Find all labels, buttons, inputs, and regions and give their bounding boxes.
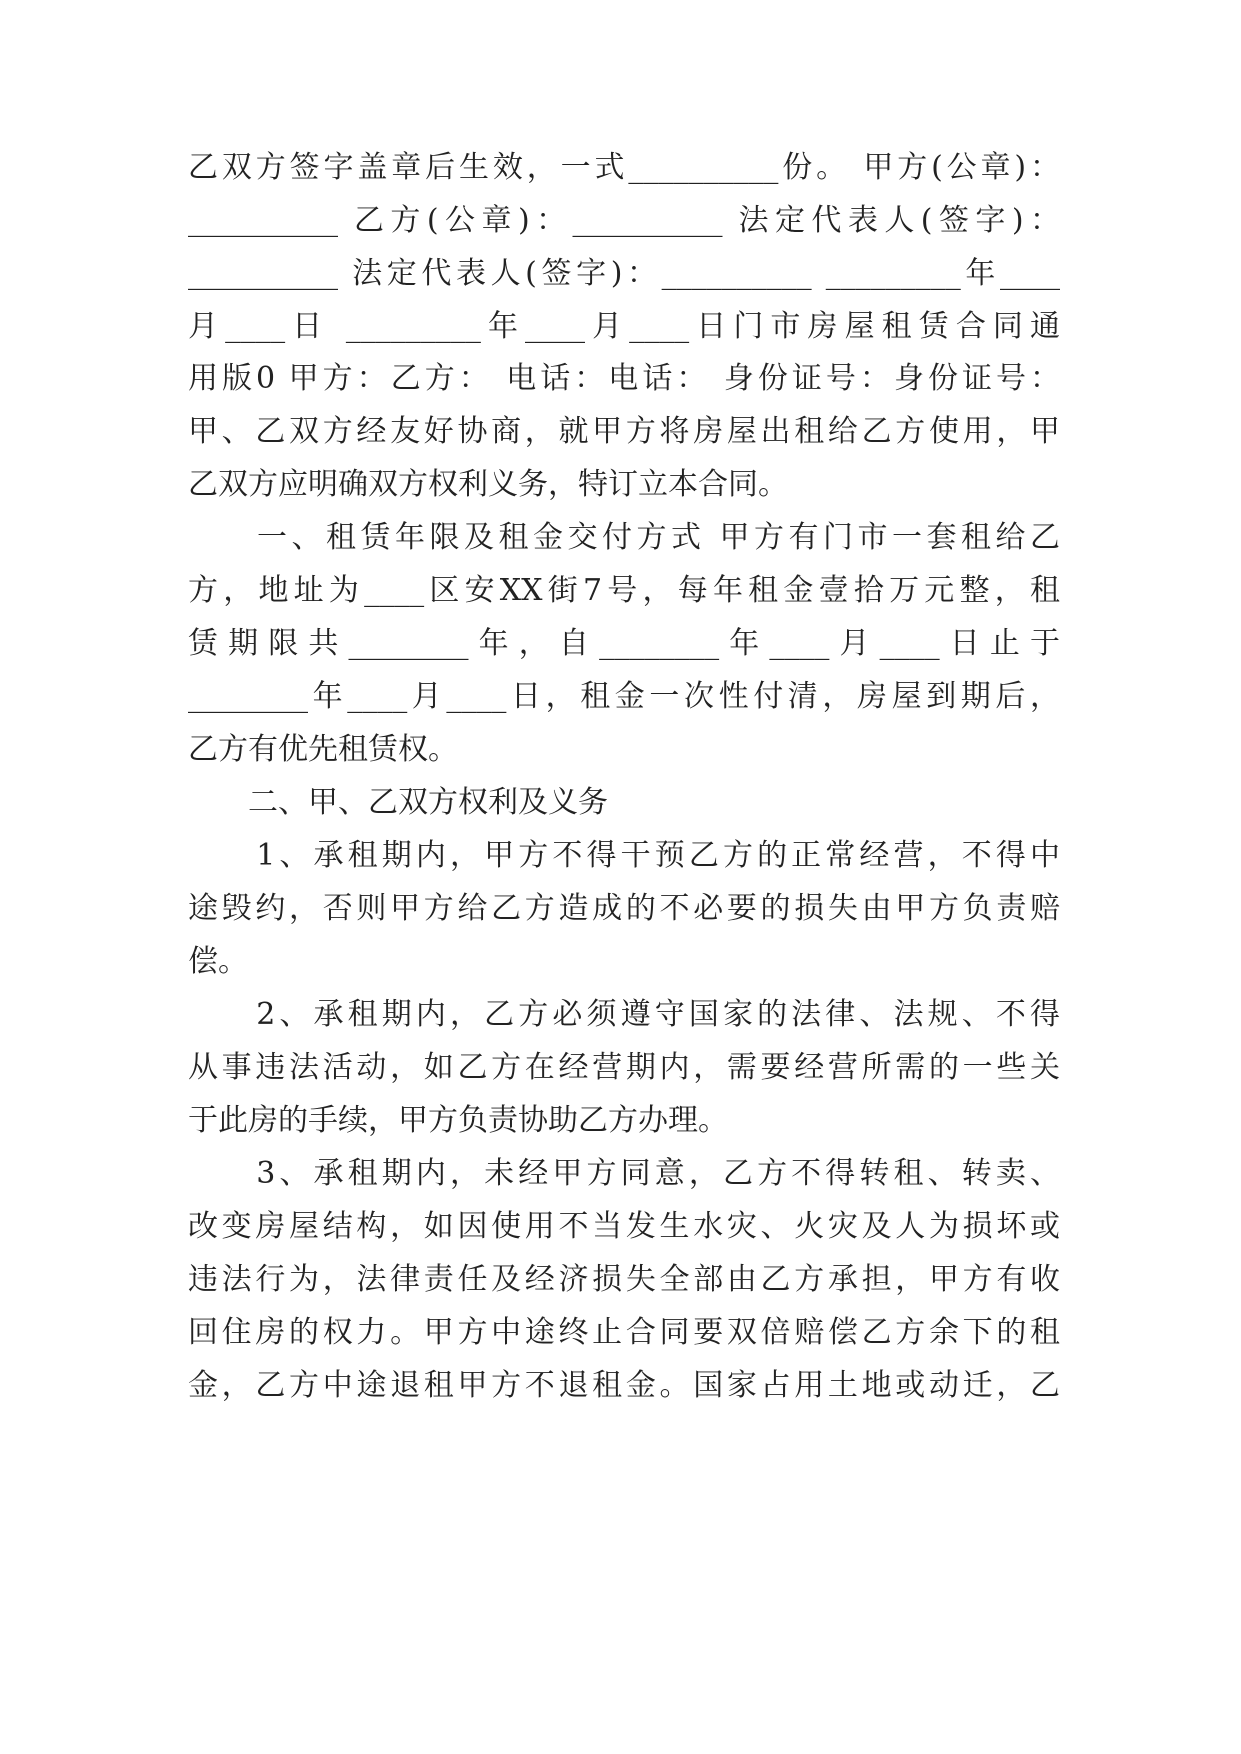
text-line: 从事违法活动，如乙方在经营期内，需要经营所需的一些关: [188, 1050, 1060, 1085]
text-line: __________ 法定代表人(签字)：__________ _________年____: [188, 256, 1060, 291]
text-line: 2、承租期内，乙方必须遵守国家的法律、法规、不得: [188, 997, 1060, 1032]
text-line: 月____日 _________年____月____日门市房屋租赁合同通: [188, 309, 1060, 344]
text-line: 1、承租期内，甲方不得干预乙方的正常经营，不得中: [188, 838, 1060, 873]
text-line: 用版0 甲方：乙方： 电话：电话： 身份证号：身份证号：: [188, 361, 1060, 396]
text-line: 于此房的手续，甲方负责协助乙方办理。: [188, 1103, 728, 1138]
text-line: 金，乙方中途退租甲方不退租金。国家占用土地或动迁，乙: [188, 1368, 1060, 1403]
text-line: 乙方有优先租赁权。: [188, 732, 458, 767]
text-line: 方，地址为____区安XX街7号，每年租金壹拾万元整，租: [188, 573, 1060, 608]
text-line: 一、租赁年限及租金交付方式 甲方有门市一套租给乙: [188, 520, 1060, 555]
text-line: 乙双方签字盖章后生效，一式__________份。 甲方(公章)：: [188, 150, 1060, 185]
text-line: __________ 乙方(公章)：__________ 法定代表人(签字)：: [188, 203, 1060, 238]
text-line: 途毁约，否则甲方给乙方造成的不必要的损失由甲方负责赔: [188, 891, 1060, 926]
text-line: 赁期限共________年，自________年____月____日止于: [188, 626, 1060, 661]
text-line: 违法行为，法律责任及经济损失全部由乙方承担，甲方有收: [188, 1262, 1060, 1297]
text-line: 回住房的权力。甲方中途终止合同要双倍赔偿乙方余下的租: [188, 1315, 1060, 1350]
text-line: 3、承租期内，未经甲方同意，乙方不得转租、转卖、: [188, 1156, 1060, 1191]
text-line: 乙双方应明确双方权利义务，特订立本合同。: [188, 467, 788, 502]
text-line: ________年____月____日，租金一次性付清，房屋到期后，: [188, 679, 1060, 714]
text-line: 偿。: [188, 944, 248, 979]
text-line: 甲、乙双方经友好协商，就甲方将房屋出租给乙方使用，甲: [188, 414, 1060, 449]
text-line: 改变房屋结构，如因使用不当发生水灾、火灾及人为损坏或: [188, 1209, 1060, 1244]
section-heading: 二、甲、乙双方权利及义务: [188, 785, 608, 820]
